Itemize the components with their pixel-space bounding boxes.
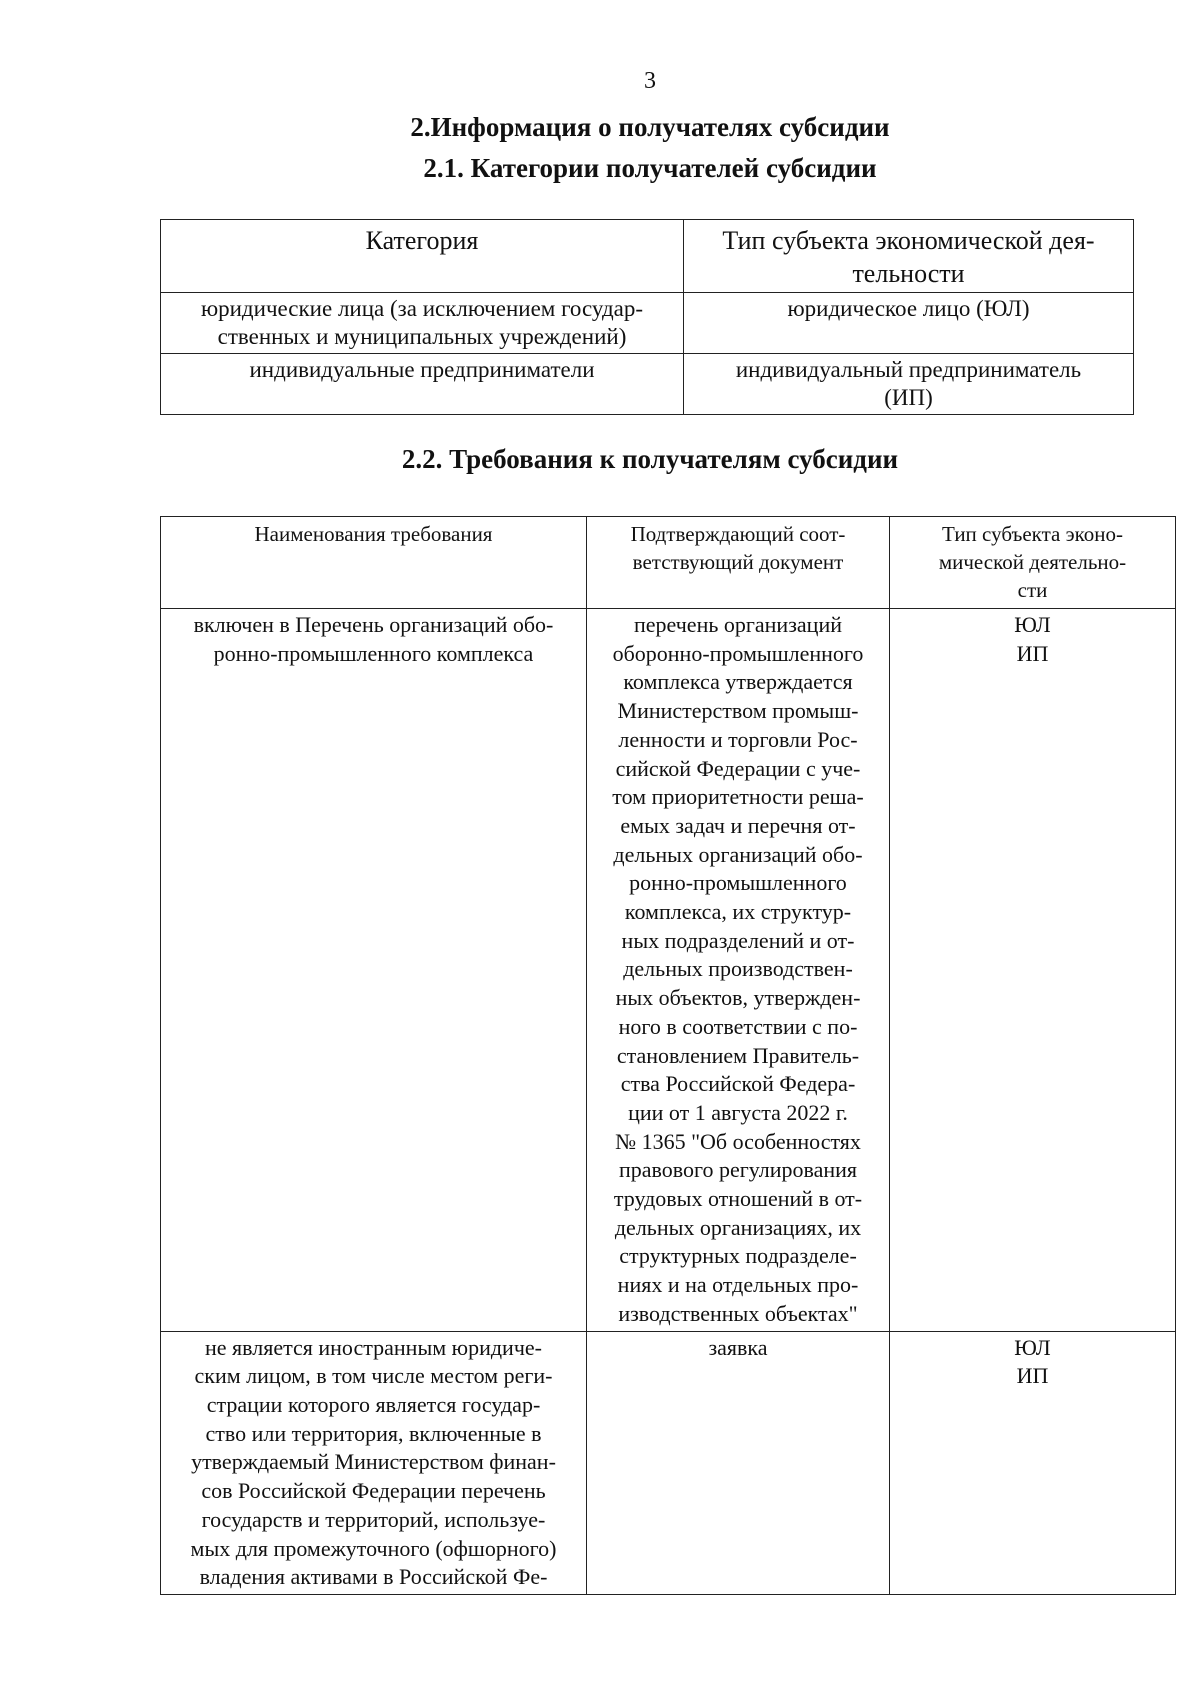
cell-requirement: включен в Перечень организаций обо- ронно-промышленного комплекса	[161, 609, 587, 1332]
cell-entity-type: ЮЛ ИП	[890, 1331, 1176, 1594]
table-row	[161, 1331, 1176, 1594]
header-entity-type: Тип субъекта экономической дея- тельности	[684, 220, 1134, 293]
table-row	[161, 293, 1134, 354]
cell-category: юридические лица (за исключением государ- ственных и муниципальных учреждений)	[161, 293, 684, 354]
page-number: 3	[644, 68, 656, 94]
cell-entity-type: индивидуальный предприниматель (ИП)	[684, 354, 1134, 415]
table-header-row	[161, 517, 1176, 609]
table-row	[161, 354, 1134, 415]
cell-requirement: не является иностранным юридиче- ским лицом, в том числе местом реги- страции которого является государ- ство или территория, включенные в утверждаемый Министерством финан- сов Российской Федерации перечень государств и территорий, используе- мых для промежуточного (офшорного) владения активами в Российской Фе-	[161, 1331, 587, 1594]
cell-entity-type: ЮЛ ИП	[890, 609, 1176, 1332]
header-requirement: Наименования требования	[161, 517, 587, 609]
table-row	[161, 609, 1176, 1332]
section-title: 2.Информация о получателях субсидии	[410, 112, 890, 142]
requirements-table	[160, 516, 1176, 1595]
header-category: Категория	[161, 220, 684, 293]
subsection-title-requirements: 2.2. Требования к получателям субсидии	[401, 444, 899, 474]
header-document: Подтверждающий соот- ветствующий документ	[587, 517, 890, 609]
categories-table	[160, 219, 1134, 415]
cell-category: индивидуальные предприниматели	[161, 354, 684, 415]
header-entity-type: Тип субъекта эконо- мической деятельно- сти	[890, 517, 1176, 609]
table-header-row	[161, 220, 1134, 293]
cell-document: заявка	[587, 1331, 890, 1594]
subsection-title-categories: 2.1. Категории получателей субсидии	[423, 153, 877, 183]
cell-entity-type: юридическое лицо (ЮЛ)	[684, 293, 1134, 354]
cell-document: перечень организаций оборонно-промышленного комплекса утверждается Министерством промыш- ленности и торговли Рос- сийской Федерации с уче- том приоритетности реша- емых задач и перечня от- дельных организаций обо- ронно-промышленного комплекса, их структур- ных подразделений и от- дельных производствен- ных объектов, утвержден- ного в соответствии с по- становлением Правитель- ства Российской Федера- ции от 1 августа 2022 г. № 1365 "Об особенностях правового регулирования трудовых отношений в от- дельных организациях, их структурных подразделе- ниях и на отдельных про- изводственных объектах"	[587, 609, 890, 1332]
